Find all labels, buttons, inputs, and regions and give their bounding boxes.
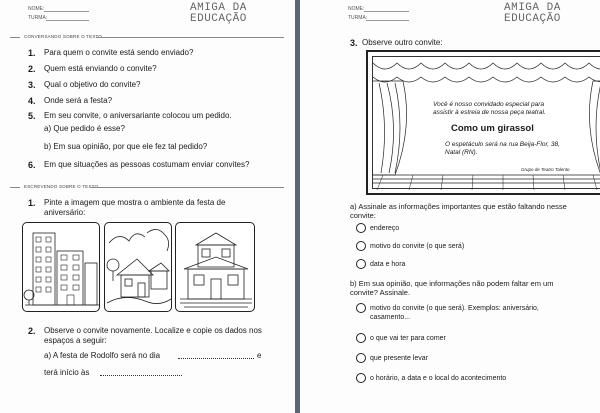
writing-question-1-line1: Pinte a imagem que mostra o ambiente da festa de [44,198,226,207]
section-title-conversando: CONVERSANDO SOBRE O TEXTO [24,34,103,39]
writing-question-2b: terá início às [44,368,90,377]
checkbox-endereco[interactable] [356,223,366,233]
section-divider [10,187,20,188]
class-label: TURMA: [28,15,48,21]
invitation-frame [372,56,600,189]
class-label: TURMA: [348,15,368,21]
writing-question-2-line2: espaços a seguir: [44,336,107,345]
name-line [44,11,89,12]
apartment-drawing [23,223,100,312]
checkbox-comer[interactable] [356,333,366,343]
section-title-escrevendo: ESCREVENDO SOBRE O TEXTO [24,184,99,189]
houses-drawing [105,223,172,312]
writing-question-2-line1: Observe o convite novamente. Localize e copie os dados nos [44,326,262,335]
name-label: NOME: [28,6,45,12]
name-label: NOME: [348,6,365,12]
invitation-group: Grupo de Teatro Talento [521,167,570,172]
question-number: 2. [28,326,36,336]
question-5b: b) Em sua opinião, por que ele fez tal pedido? [44,142,208,151]
worksheet-page-left [0,0,295,413]
question-3b-line2: convite? Assinale. [350,288,411,297]
checkbox-data-hora[interactable] [356,259,366,269]
option-presente: que presente levar [370,355,428,362]
image-apartment-building[interactable] [22,222,100,312]
invitation-location: O espetáculo será na rua Beija-Flor, 38, Natal (RN). [445,141,560,156]
question-1: Para quem o convite está sendo enviado? [44,48,194,57]
writing-question-1-line2: aniversário: [44,208,86,217]
answer-line[interactable] [100,375,182,376]
question-number: 6. [28,160,36,170]
option-comer: o que vai ter para comer [370,335,446,342]
option-horario-data-local: o horário, a data e o local do acontecimento [370,375,507,382]
question-number: 5. [28,111,36,121]
checkbox-motivo[interactable] [356,241,366,251]
image-two-storey-house[interactable] [175,222,255,312]
question-number: 3. [350,38,358,48]
section-divider [96,37,284,38]
writing-question-2a: a) A festa de Rodolfo será no dia [44,351,161,360]
option-motivo-exemplos: motivo do convite (o que será). Exemplos: aniversário, [370,305,539,312]
question-4: Onde será a festa? [44,96,113,105]
question-3-observe: Observe outro convite: [362,38,443,47]
brand-logo: AMIGA DA EDUCAÇÃO [190,2,247,25]
question-3b-line1: b) Em sua opinião, que informações não podem faltar em um [350,279,554,288]
section-divider [90,187,284,188]
checkbox-horario-data-local[interactable] [356,373,366,383]
theater-invitation [366,50,600,195]
question-number: 1. [28,198,36,208]
question-number: 2. [28,64,36,74]
writing-question-2a-end: e [257,351,262,360]
question-3a-line2: convite: [350,211,376,220]
question-5a: a) Que pedido é esse? [44,124,125,133]
option-motivo-exemplos-cont: casamento... [370,314,411,321]
option-data-hora: data e hora [370,261,406,268]
question-3: Qual o objetivo do convite? [44,80,141,89]
question-5: Em seu convite, o aniversariante colocou um pedido. [44,111,232,120]
checkbox-presente[interactable] [356,353,366,363]
invitation-title: Como um girassol [451,123,534,134]
name-line [364,11,409,12]
class-line [46,20,89,21]
worksheet-page-right [300,0,600,413]
invitation-text: Você é nosso convidado especial para assistir à estreia de nossa peça teatral. [433,101,546,116]
option-endereco: endereço [370,225,400,232]
answer-line[interactable] [178,358,254,359]
question-number: 4. [28,96,36,106]
checkbox-motivo-exemplos[interactable] [356,303,366,313]
brand-logo: AMIGA DA EDUCAÇÃO [504,2,561,25]
class-line [366,20,409,21]
question-2: Quem está enviando o convite? [44,64,157,73]
question-6: Em que situações as pessoas costumam enviar convites? [44,160,250,169]
question-number: 3. [28,80,36,90]
house-drawing [176,223,255,312]
option-motivo: motivo do convite (o que será) [370,243,465,250]
question-number: 1. [28,48,36,58]
question-3a-line1: a) Assinale as informações importantes que estão faltando nesse [350,202,567,211]
section-divider [10,37,20,38]
image-houses-trees[interactable] [104,222,172,312]
